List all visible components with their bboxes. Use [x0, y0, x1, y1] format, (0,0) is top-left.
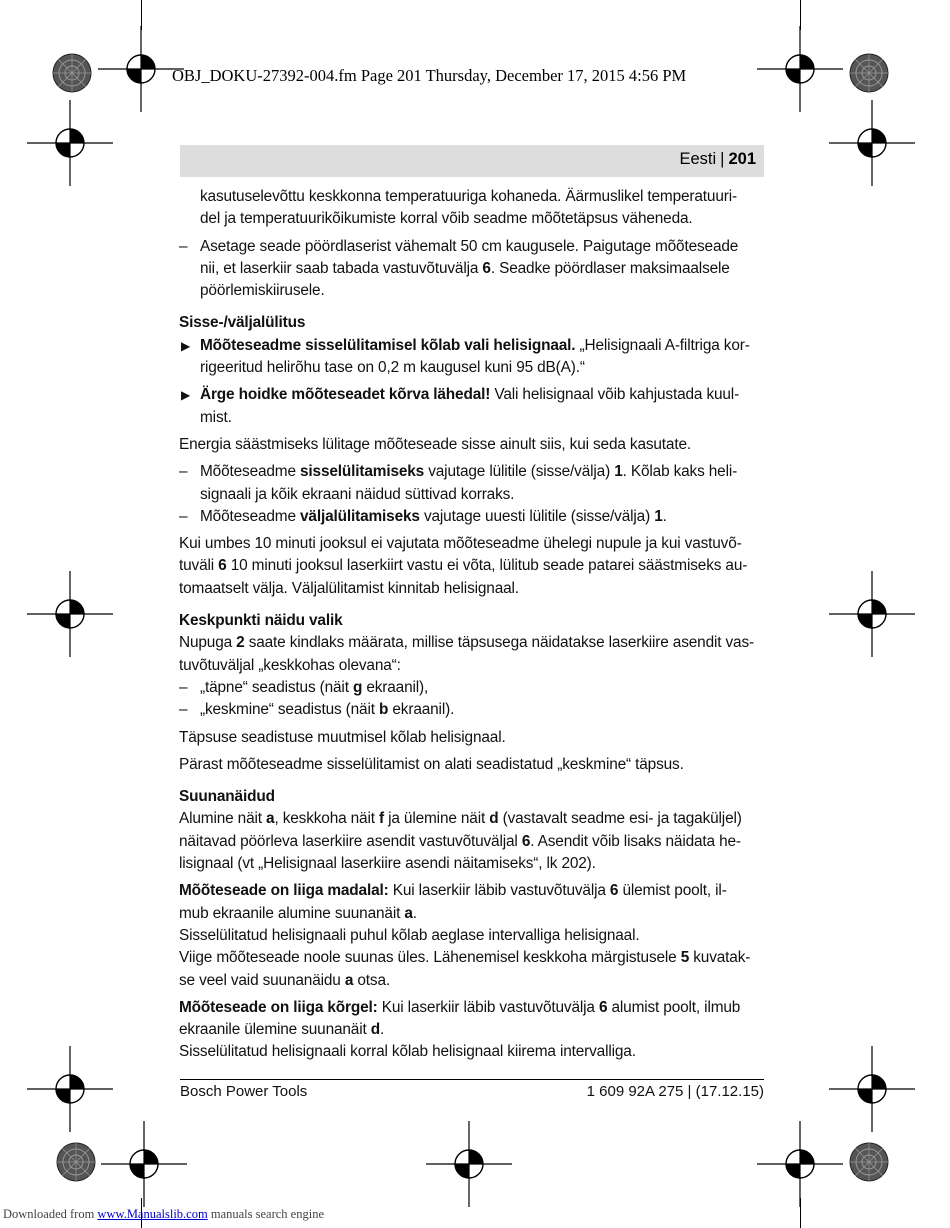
- list-item: [179, 236, 765, 303]
- bold-text: sisselülitamiseks: [300, 463, 425, 481]
- display-letter: g: [352, 678, 363, 696]
- list-item: [179, 677, 765, 699]
- header-language: Eesti: [679, 150, 717, 168]
- paragraph: Energia säästmiseks lülitage mõõteseade sisse ainult siis, kui seda kasutate.: [179, 435, 692, 453]
- display-letter: d: [489, 810, 499, 828]
- text: lisignaal (vt „Helisignaal laserkiire asendi näitamiseks“, lk 202).: [179, 855, 596, 873]
- download-prefix: Downloaded from: [3, 1207, 98, 1221]
- display-letter: a: [404, 904, 413, 922]
- bold-text: Mõõteseade on liiga madalal:: [179, 882, 389, 900]
- section-heading-direction: Suunanäidud: [179, 788, 275, 806]
- ref-number: 6: [598, 998, 608, 1016]
- text: , keskkoha näit: [274, 810, 379, 828]
- text: Sisselülitatud helisignaali puhul kõlab aeglase intervalliga helisignaal.: [179, 926, 640, 944]
- text: ekraanil).: [388, 701, 455, 719]
- text: alumist poolt, ilmub: [607, 998, 741, 1016]
- rosette-mark-top-right: [849, 53, 889, 93]
- text: mub ekraanile alumine suunanäit: [179, 904, 405, 922]
- main-text: [179, 186, 765, 1064]
- registration-mark-upper-right: [829, 100, 915, 186]
- paragraph: [179, 186, 765, 231]
- text: . Asendit võib lisaks näidata he-: [530, 832, 741, 850]
- text: Kui laserkiir läbib vastuvõtuvälja: [377, 998, 599, 1016]
- text: mist.: [200, 408, 232, 426]
- dash-bullet: –: [179, 507, 188, 525]
- ref-number: 1: [654, 507, 663, 525]
- text: vajutage uuesti lülitile (sisse/välja): [419, 507, 655, 525]
- text: „täpne“ seadistus (näit: [200, 678, 353, 696]
- paragraph: [179, 808, 765, 875]
- text: Vali helisignaal võib kahjustada kuul-: [490, 386, 740, 404]
- warning-bold: Mõõteseadme sisselülitamisel kõlab vali helisignaal.: [200, 336, 576, 354]
- text: . Seadke pöördlaser maksimaalsele: [490, 259, 730, 277]
- text: nii, et laserkiir saab tabada vastuvõtuvälja: [200, 259, 483, 277]
- rosette-mark-bottom-left: [56, 1142, 96, 1182]
- section-heading-center: Keskpunkti näidu valik: [179, 612, 343, 630]
- registration-mark-middle-left: [27, 571, 113, 657]
- display-letter: b: [379, 701, 389, 719]
- ref-number: 1: [614, 463, 623, 481]
- text: .: [662, 507, 667, 525]
- text: näitavad pöörleva laserkiire asendit vastuvõtuväljal: [179, 832, 522, 850]
- warning-bold: Ärge hoidke mõõteseadet kõrva lähedal!: [200, 386, 491, 404]
- trim-line: [800, 0, 801, 30]
- list-item: [179, 699, 765, 721]
- dash-bullet: –: [179, 463, 188, 481]
- footer-rule: [180, 1079, 764, 1080]
- page-header: [180, 145, 764, 177]
- text: tuvõtuväljal „keskkohas olevana“:: [179, 656, 401, 674]
- download-suffix: manuals search engine: [207, 1207, 324, 1221]
- registration-mark-bottom-right: [757, 1121, 843, 1207]
- text: signaali ja kõik ekraani näidud süttivad korraks.: [200, 485, 515, 503]
- text: ekraanil),: [362, 678, 429, 696]
- text: tuväli: [179, 557, 219, 575]
- ref-number: 2: [236, 634, 245, 652]
- text: saate kindlaks määrata, millise täpsusega näidatakse laserkiire asendit vas-: [244, 634, 754, 652]
- ref-number: 5: [680, 949, 690, 967]
- dash-bullet: –: [179, 237, 188, 255]
- text: Kui laserkiir läbib vastuvõtuvälja: [388, 882, 610, 900]
- page-number: 201: [728, 150, 756, 168]
- text: . Kõlab kaks heli-: [622, 463, 738, 481]
- rosette-mark-top-left: [52, 53, 92, 93]
- footer-publisher: Bosch Power Tools: [180, 1083, 308, 1100]
- list-item: [179, 506, 765, 528]
- dash-bullet: –: [179, 678, 188, 696]
- paragraph: Pärast mõõteseadme sisselülitamist on alati seadistatud „keskmine“ täpsus.: [179, 755, 684, 773]
- text: vajutage lülitile (sisse/välja): [424, 463, 615, 481]
- text: del ja temperatuurikõikumiste korral võib seadme mõõtetäpsus väheneda.: [200, 210, 693, 228]
- text: kasutuselevõttu keskkonna temperatuuriga kohaneda. Äärmuslikel temperatuuri-: [200, 188, 737, 205]
- text: ekraanile ülemine suunanäit: [179, 1021, 371, 1039]
- ref-number: 6: [609, 882, 619, 900]
- dash-bullet: –: [179, 701, 188, 719]
- registration-mark-upper-left: [27, 100, 113, 186]
- warning-item: [179, 335, 765, 380]
- text: pöörlemiskiirusele.: [200, 282, 325, 300]
- text: rigeeritud helirõhu tase on 0,2 m kaugusel kuni 95 dB(A).“: [200, 359, 585, 377]
- paragraph: [179, 533, 765, 600]
- text: Mõõteseadme: [200, 507, 301, 525]
- download-note: [3, 1207, 324, 1222]
- text: Sisselülitatud helisignaali korral kõlab helisignaal kiirema intervalliga.: [179, 1043, 636, 1061]
- trim-line: [800, 1198, 801, 1228]
- document-slug-line: OBJ_DOKU-27392-004.fm Page 201 Thursday, December 17, 2015 4:56 PM: [172, 66, 687, 85]
- list-item: [179, 461, 765, 506]
- header-separator: |: [720, 150, 725, 168]
- text: Alumine näit: [179, 810, 267, 828]
- bold-text: väljalülitamiseks: [300, 507, 420, 525]
- paragraph: Täpsuse seadistuse muutmisel kõlab helisignaal.: [179, 728, 506, 746]
- ref-number: 6: [218, 557, 227, 575]
- bold-text: Mõõteseade on liiga kõrgel:: [179, 998, 378, 1016]
- registration-mark-bottom-left: [101, 1121, 187, 1207]
- text: .: [412, 904, 417, 922]
- text: kuvatak-: [689, 949, 751, 967]
- text: tomaatselt välja. Väljalülitamist kinnitab helisignaal.: [179, 579, 519, 597]
- section-heading-switch: Sisse-/väljalülitus: [179, 314, 306, 332]
- text: 10 minuti jooksul laserkiirt vastu ei võta, lülitub seade patarei säästmiseks au-: [226, 557, 748, 575]
- header-text: [679, 150, 756, 169]
- ref-number: 6: [482, 259, 491, 277]
- text: .: [380, 1021, 385, 1039]
- text: ja ülemine näit: [383, 810, 490, 828]
- text: „Helisignaali A-filtriga kor-: [575, 336, 750, 354]
- text: Kui umbes 10 minuti jooksul ei vajutata mõõteseadme ühelegi nupule ja kui vastuvõ-: [179, 535, 742, 553]
- paragraph: [179, 632, 765, 677]
- text: Viige mõõteseade noole suunas üles. Lähenemisel keskkoha märgistusele: [179, 949, 681, 967]
- paragraph: [179, 880, 765, 991]
- text: otsa.: [353, 971, 390, 989]
- text: Nupuga: [179, 634, 237, 652]
- rosette-mark-bottom-right: [849, 1142, 889, 1182]
- text: (vastavalt seadme esi- ja tagaküljel): [498, 810, 742, 828]
- registration-mark-lower-right: [829, 1046, 915, 1132]
- display-letter: a: [266, 810, 275, 828]
- display-letter: f: [379, 810, 384, 828]
- triangle-bullet-icon: ▶: [181, 338, 191, 353]
- text: ülemist poolt, il-: [618, 882, 727, 900]
- paragraph: [179, 997, 765, 1064]
- registration-mark-lower-left: [27, 1046, 113, 1132]
- manualslib-link[interactable]: www.Manualslib.com: [97, 1207, 208, 1221]
- text: se veel vaid suunanäidu: [179, 971, 345, 989]
- registration-mark-bottom-center: [426, 1121, 512, 1207]
- text: „keskmine“ seadistus (näit: [200, 701, 379, 719]
- display-letter: a: [344, 971, 354, 989]
- registration-mark-middle-right: [829, 571, 915, 657]
- text: Asetage seade pöördlaserist vähemalt 50 cm kaugusele. Paigutage mõõteseade: [200, 237, 739, 255]
- trim-line: [141, 0, 142, 30]
- warning-item: [179, 384, 765, 429]
- footer-doc-number: 1 609 92A 275 | (17.12.15): [586, 1083, 764, 1100]
- triangle-bullet-icon: ▶: [181, 388, 191, 403]
- display-letter: d: [370, 1021, 380, 1039]
- text: Mõõteseadme: [200, 463, 301, 481]
- ref-number: 6: [521, 832, 531, 850]
